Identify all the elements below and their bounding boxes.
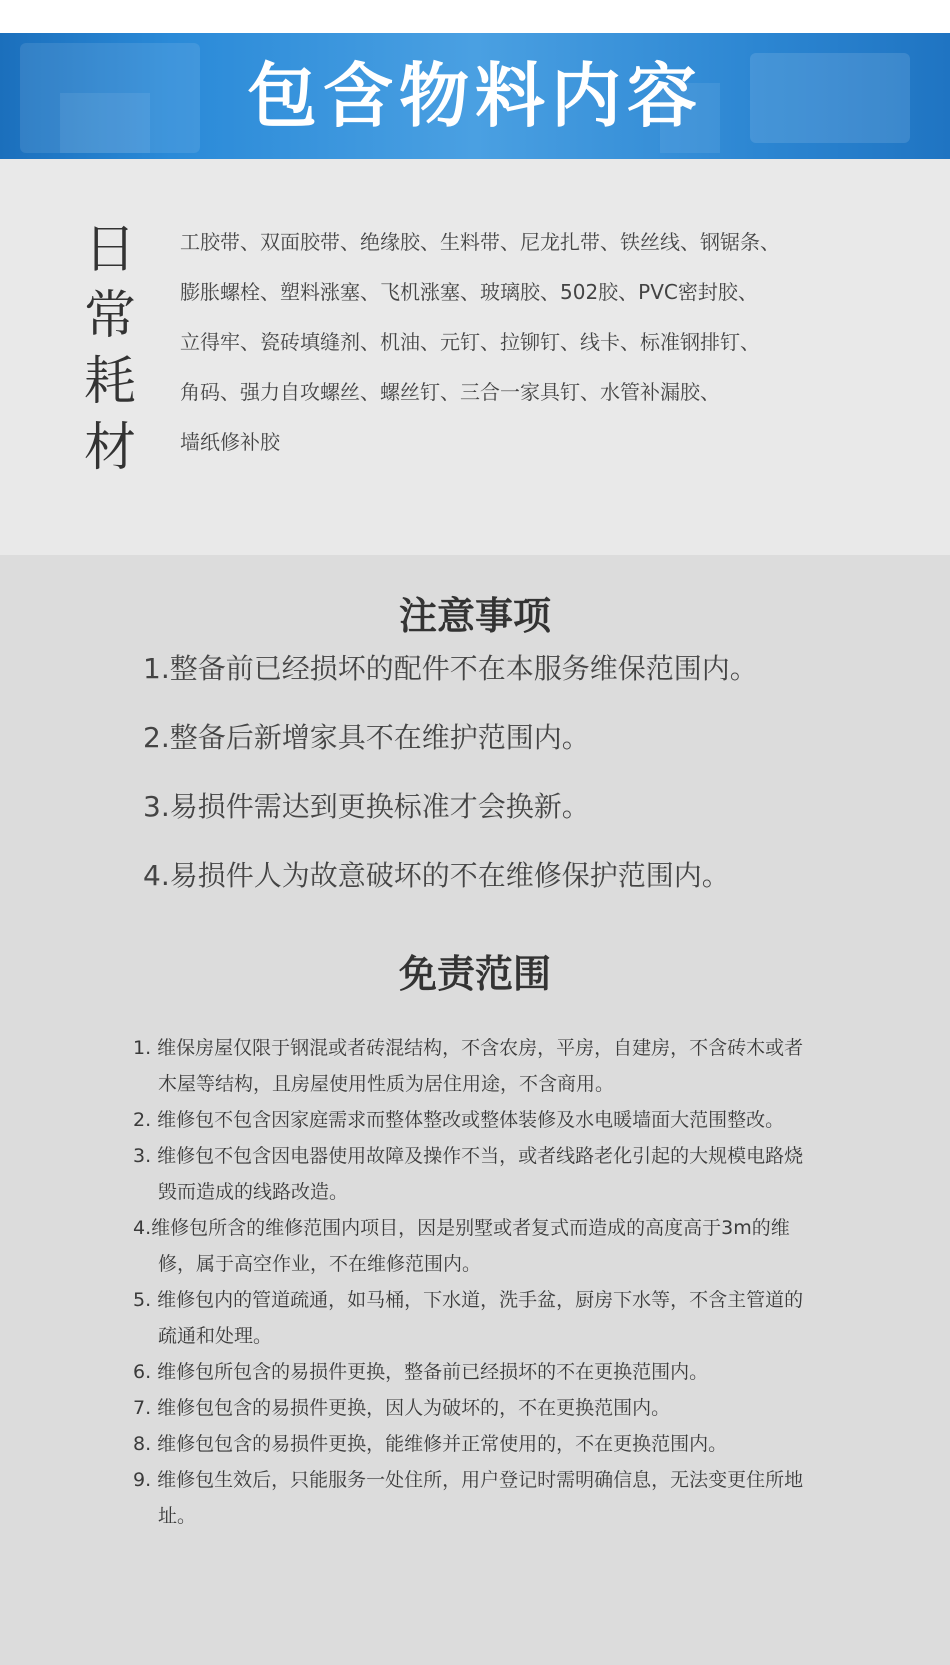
consumables-line: 角码、强力自攻螺丝、螺丝钉、三合一家具钉、水管补漏胶、 (180, 380, 720, 404)
notice-item: 2.整备后新增家具不在维护范围内。 (143, 721, 590, 754)
disclaimer-item: 8. 维修包包含的易损件更换，能维修并正常使用的，不在更换范围内。 (133, 1433, 728, 1455)
disclaimer-title: 免责范围 (398, 952, 551, 996)
notice-item: 4.易损件人为故意破坏的不在维修保护范围内。 (143, 859, 730, 892)
disclaimer-item: 1. 维保房屋仅限于钢混或者砖混结构，不含农房，平房，自建房，不含砖木或者木屋等结构，且房屋使用性质为居住用途，不含商用。 (133, 1037, 804, 1095)
disclaimer-item: 5. 维修包内的管道疏通，如马桶，下水道，洗手盆，厨房下水等，不含主管道的疏通和处理。 (133, 1289, 804, 1347)
consumables-list (180, 217, 900, 467)
disclaimer-item: 4.维修包所含的维修范围内项目，因是别墅或者复式而造成的高度高于3m的维修，属于高空作业，不在维修范围内。 (133, 1217, 790, 1275)
disclaimer-item: 6. 维修包所包含的易损件更换，整备前已经损坏的不在更换范围内。 (133, 1361, 709, 1383)
notice-title: 注意事项 (398, 594, 551, 638)
consumables-label: 日常耗材 (83, 220, 136, 478)
consumables-section (0, 159, 950, 555)
disclaimer-list (133, 1030, 813, 1534)
consumables-line: 膨胀螺栓、塑料涨塞、飞机涨塞、玻璃胶、502胶、PVC密封胶、 (180, 280, 758, 304)
consumables-line: 工胶带、双面胶带、绝缘胶、生料带、尼龙扎带、铁丝线、钢锯条、 (180, 230, 780, 254)
notes-section (0, 555, 950, 1665)
disclaimer-item: 7. 维修包包含的易损件更换，因人为破坏的，不在更换范围内。 (133, 1397, 671, 1419)
notice-list (143, 649, 923, 925)
disclaimer-item: 3. 维修包不包含因电器使用故障及操作不当，或者线路老化引起的大规模电路烧毁而造成的线路改造。 (133, 1145, 804, 1203)
banner-title: 包含物料内容 (247, 55, 703, 137)
disclaimer-item: 9. 维修包生效后，只能服务一处住所，用户登记时需明确信息，无法变更住所地址。 (133, 1469, 804, 1527)
consumables-line: 立得牢、瓷砖填缝剂、机油、元钉、拉铆钉、线卡、标准钢排钉、 (180, 330, 760, 354)
consumables-line: 墙纸修补胶 (180, 430, 280, 454)
header-banner (0, 33, 950, 159)
notice-item: 1.整备前已经损坏的配件不在本服务维保范围内。 (143, 652, 758, 685)
disclaimer-item: 2. 维修包不包含因家庭需求而整体整改或整体装修及水电暖墙面大范围整改。 (133, 1109, 785, 1131)
notice-item: 3.易损件需达到更换标准才会换新。 (143, 790, 590, 823)
